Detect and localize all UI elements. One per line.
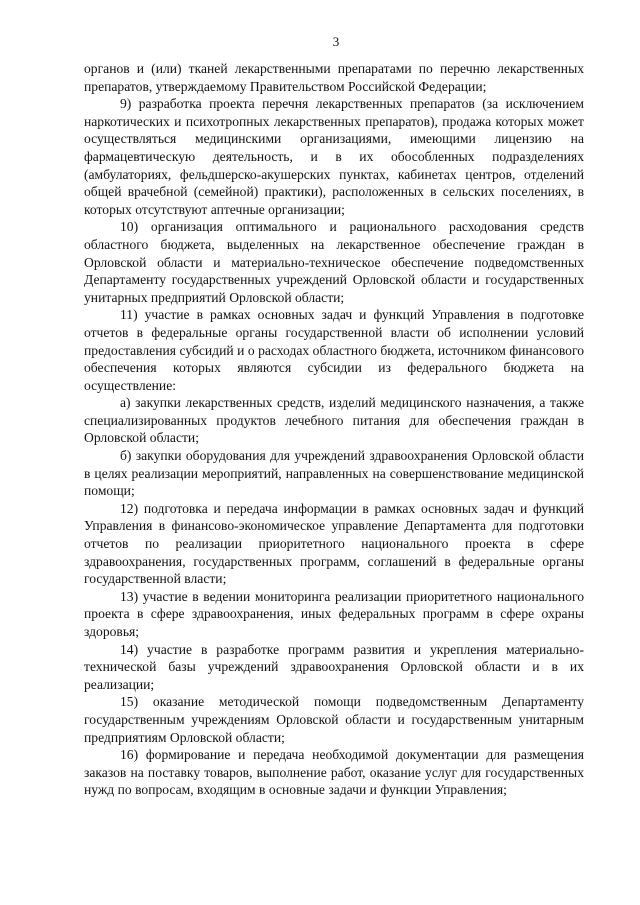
paragraph-item-10: 10) организация оптимального и рационального расходования средств областного бюджета, выделенных на лекарственное обеспечение граждан в Орловской области и материально-техническое обеспечение подведомственных Департаменту государственных учреждений Орловской области и государственных унитарных предприятий Орловской области; xyxy=(84,219,584,305)
paragraph-item-11b: б) закупки оборудования для учреждений здравоохранения Орловской области в целях реализации мероприятий, направленных на совершенствование медицинской помощи; xyxy=(84,448,584,499)
paragraph-item-11: 11) участие в рамках основных задач и функций Управления в подготовке отчетов в федеральные органы государственной власти об исполнении условий предоставления субсидий и о расходах областного бюджета, источником финансового обеспечения которых являются субсидии из федерального бюджета на осуществление: xyxy=(84,307,584,393)
paragraph-item-16: 16) формирование и передача необходимой документации для размещения заказов на поставку товаров, выполнение работ, оказание услуг для государственных нужд по вопросам, входящим в основные задачи и функции Управления; xyxy=(84,747,584,798)
paragraph-item-12: 12) подготовка и передача информации в рамках основных задач и функций Управления в финансово-экономическое управление Департамента для подготовки отчетов по реализации приоритетного национального проекта в сфере здравоохранения, государственных программ, соглашений в федеральные органы государственной власти; xyxy=(84,500,584,587)
paragraph-item-13: 13) участие в ведении мониторинга реализации приоритетного национального проекта в сфере здравоохранения, иных федеральных программ в сфере охраны здоровья; xyxy=(84,588,584,639)
paragraph-item-15: 15) оказание методической помощи подведомственным Департаменту государственным учреждениям Орловской области и государственным унитарным предприятиям Орловской области; xyxy=(84,694,584,745)
page-number: 3 xyxy=(332,34,340,49)
paragraph-item-9: 9) разработка проекта перечня лекарственных препаратов (за исключением наркотических и психотропных лекарственных препаратов), продажа которых может осуществляться медицинскими организациями, имеющими лицензию на фармацевтическую деятельность, и в их обособленных подразделениях (амбулаториях, фельдшерско-акушерских пунктах, кабинетах центров, отделений общей врачебной (семейной) практики), расположенных в сельских поселениях, в которых отсутствуют аптечные организации; xyxy=(84,96,584,217)
paragraph-item-11a: а) закупки лекарственных средств, изделий медицинского назначения, а также специализированных продуктов лечебного питания для обеспечения граждан в Орловской области; xyxy=(84,395,584,446)
paragraph-item-14: 14) участие в разработке программ развития и укрепления материально-технической базы учреждений здравоохранения Орловской области и в их реализации; xyxy=(84,641,584,692)
paragraph-continuation: органов и (или) тканей лекарственными препаратами по перечню лекарственных препаратов, утверждаемому Правительством Российской Федерации; xyxy=(84,61,584,94)
